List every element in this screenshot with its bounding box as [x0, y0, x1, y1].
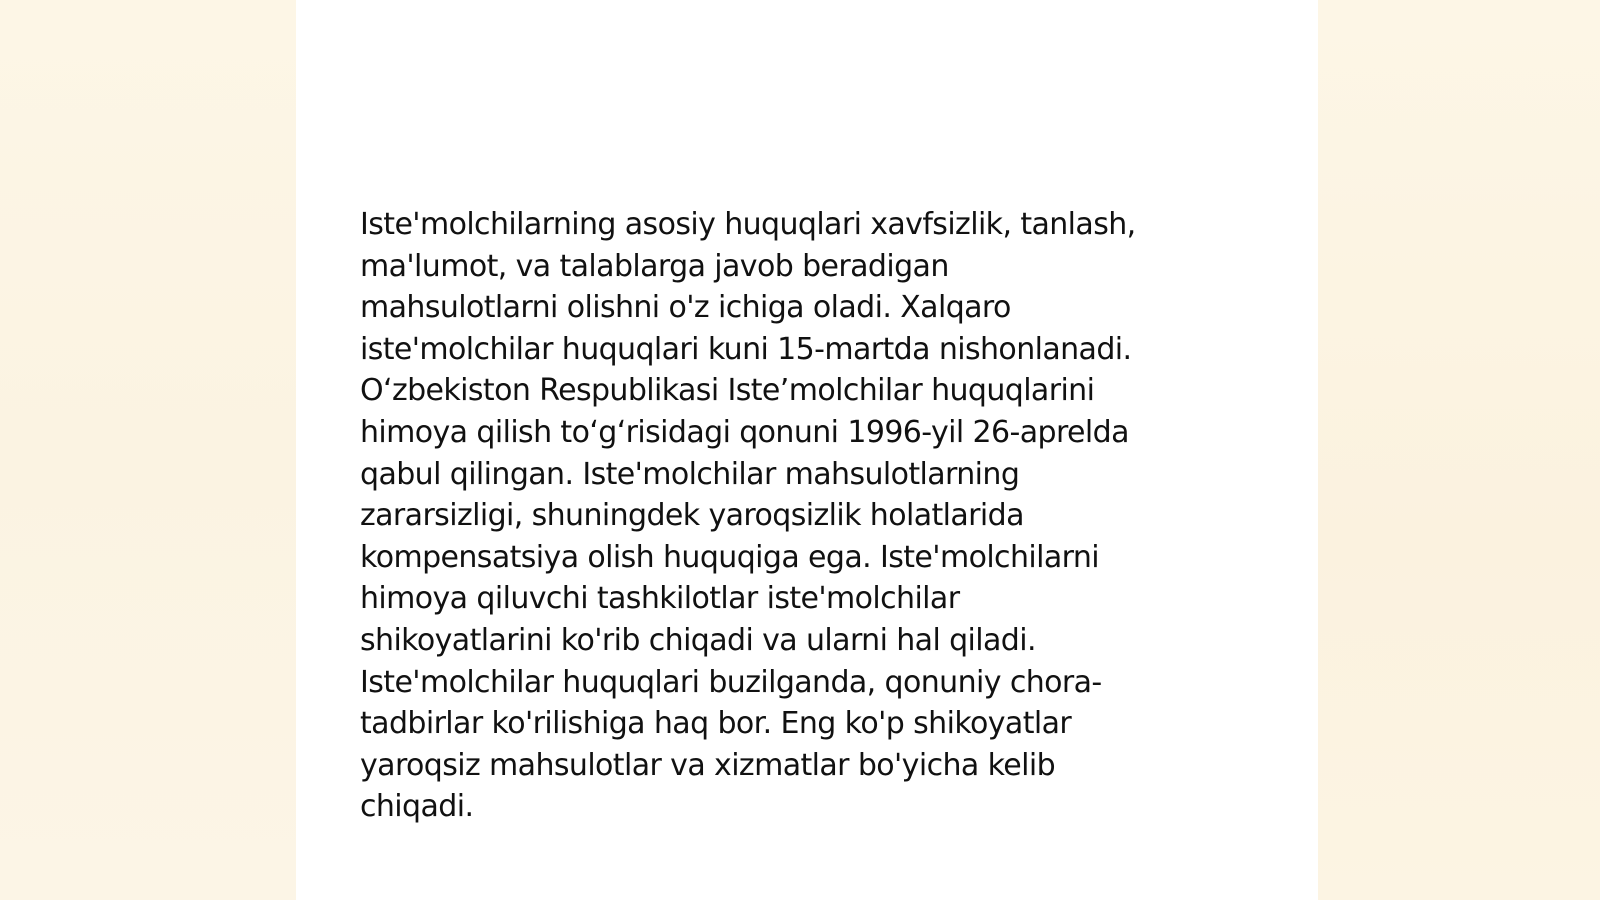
body-paragraph [360, 204, 1260, 828]
body-line: qabul qilingan. Iste'molchilar mahsulotlarning [360, 456, 1020, 492]
body-line: O‘zbekiston Respublikasi Iste’molchilar huquqlarini [360, 373, 1095, 409]
body-line: Iste'molchilarning asosiy huquqlari xavfsizlik, tanlash, [360, 207, 1136, 242]
right-background-margin [1318, 0, 1600, 900]
body-line: himoya qilish to‘g‘risidagi qonuni 1996-yil 26-aprelda [360, 414, 1129, 450]
body-line: Iste'molchilar huquqlari buzilganda, qonuniy chora- [360, 664, 1102, 700]
body-line: mahsulotlarni olishni o'z ichiga oladi. Xalqaro [360, 290, 1011, 326]
body-line: chiqadi. [360, 789, 474, 825]
body-line: kompensatsiya olish huquqiga ega. Iste'molchilarni [360, 539, 1099, 575]
body-line: yaroqsiz mahsulotlar va xizmatlar bo'yicha kelib [360, 747, 1056, 783]
body-line: tadbirlar ko'rilishiga haq bor. Eng ko'p shikoyatlar [360, 706, 1072, 742]
slide-page [296, 0, 1318, 900]
body-line: ma'lumot, va talablarga javob beradigan [360, 248, 949, 284]
body-line: himoya qiluvchi tashkilotlar iste'molchilar [360, 581, 960, 617]
body-line: iste'molchilar huquqlari kuni 15-martda nishonlanadi. [360, 331, 1132, 367]
body-line: shikoyatlarini ko'rib chiqadi va ularni hal qiladi. [360, 622, 1036, 658]
left-background-margin [0, 0, 296, 900]
body-line: zararsizligi, shuningdek yaroqsizlik holatlarida [360, 498, 1024, 534]
